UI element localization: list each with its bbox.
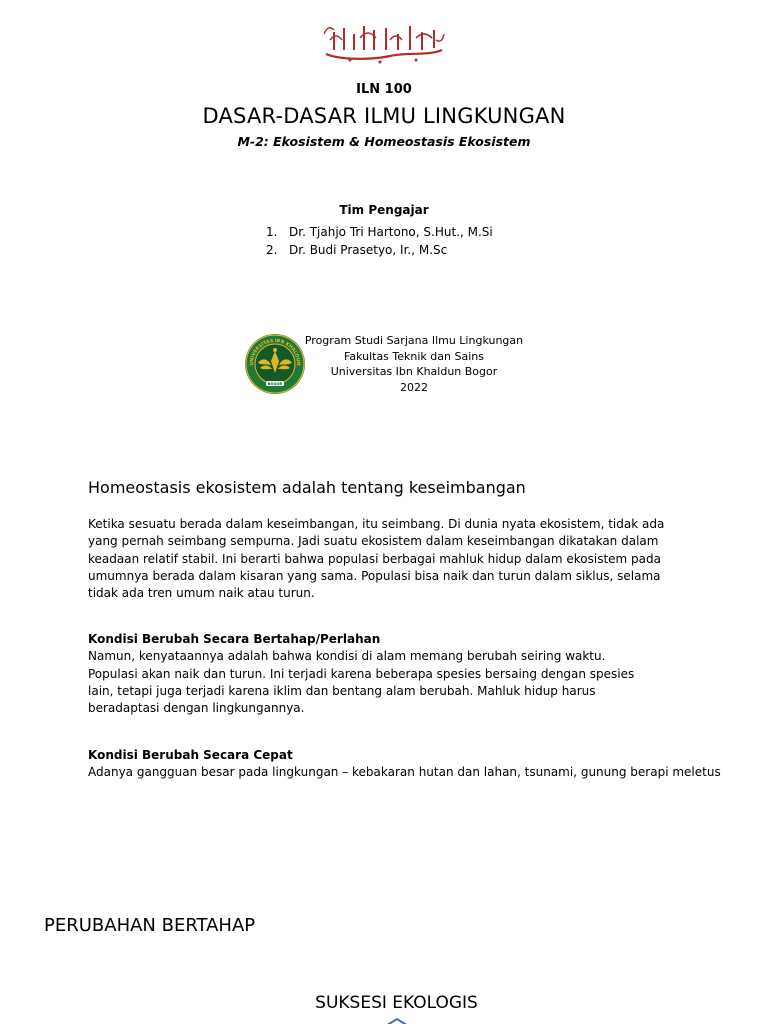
list-item — [266, 241, 493, 259]
paragraph-gradual — [88, 631, 648, 717]
member-name: Dr. Budi Prasetyo, Ir., M.Sc — [289, 243, 448, 257]
logo-ring-text: UNIVERSITAS IBN KHALDUN — [249, 338, 301, 366]
course-code: ILN 100 — [356, 82, 412, 97]
member-name: Dr. Tjahjo Tri Hartono, S.Hut., M.Si — [289, 225, 493, 239]
bismillah-text: بسم الله الرحمن الرحيم — [384, 64, 395, 65]
section-heading: Homeostasis ekosistem adalah tentang keseimbangan — [88, 478, 526, 497]
gradual-change-heading: PERUBAHAN BERTAHAP — [44, 915, 256, 936]
faculty-name: Fakultas Teknik dan Sains — [344, 349, 484, 363]
institution-block — [296, 333, 532, 396]
paragraph-rapid-body: Adanya gangguan besar pada lingkungan – kebakaran hutan dan lahan, tsunami, gunung berapi meletus — [88, 765, 721, 780]
ecological-succession-heading: SUKSESI EKOLOGIS — [315, 993, 478, 1013]
course-title: DASAR-DASAR ILMU LINGKUNGAN — [202, 104, 566, 128]
paragraph-gradual-body: Namun, kenyataannya adalah bahwa kondisi di alam memang berubah seiring waktu. Populasi akan naik dan turun. Ini terjadi karena beberapa spesies bersaing dengan spesies lain, tetapi juga terjadi karena iklim dan bentang alam berubah. Mahluk hidup harus beradaptasi dengan lingkungannya. — [88, 649, 635, 716]
list-number: 1. — [266, 225, 278, 239]
subheading-gradual: Kondisi Berubah Secara Bertahap/Perlahan — [88, 632, 381, 646]
paragraph-intro: Ketika sesuatu berada dalam keseimbangan, itu seimbang. Di dunia nyata ekosistem, tidak ada yang pernah seimbang sempurna. Jadi suatu ekosistem dalam keseimbangan dikatakan dalam keadaan relatif stabil. Ini berarti bahwa populasi berbagai mahluk hidup dalam ekosistem pada umumnya berada dalam kisaran yang sama. Populasi bisa naik dan turun dalam siklus, selama tidak ada tren umum naik atau turun. — [88, 517, 665, 601]
paragraph-rapid — [88, 747, 728, 782]
logo-banner-text: BOGOR — [267, 382, 283, 386]
list-item — [266, 223, 493, 241]
bismillah-calligraphy — [320, 20, 448, 66]
module-subtitle: M-2: Ekosistem & Homeostasis Ekosistem — [237, 134, 531, 149]
year: 2022 — [400, 381, 428, 395]
chevron-up-icon — [382, 1017, 412, 1024]
list-number: 2. — [266, 243, 278, 257]
team-heading: Tim Pengajar — [339, 203, 429, 217]
program-name: Program Studi Sarjana Ilmu Lingkungan — [304, 334, 524, 347]
team-list — [266, 223, 493, 259]
subheading-rapid: Kondisi Berubah Secara Cepat — [88, 748, 293, 762]
university-name: Universitas Ibn Khaldun Bogor — [330, 365, 498, 379]
